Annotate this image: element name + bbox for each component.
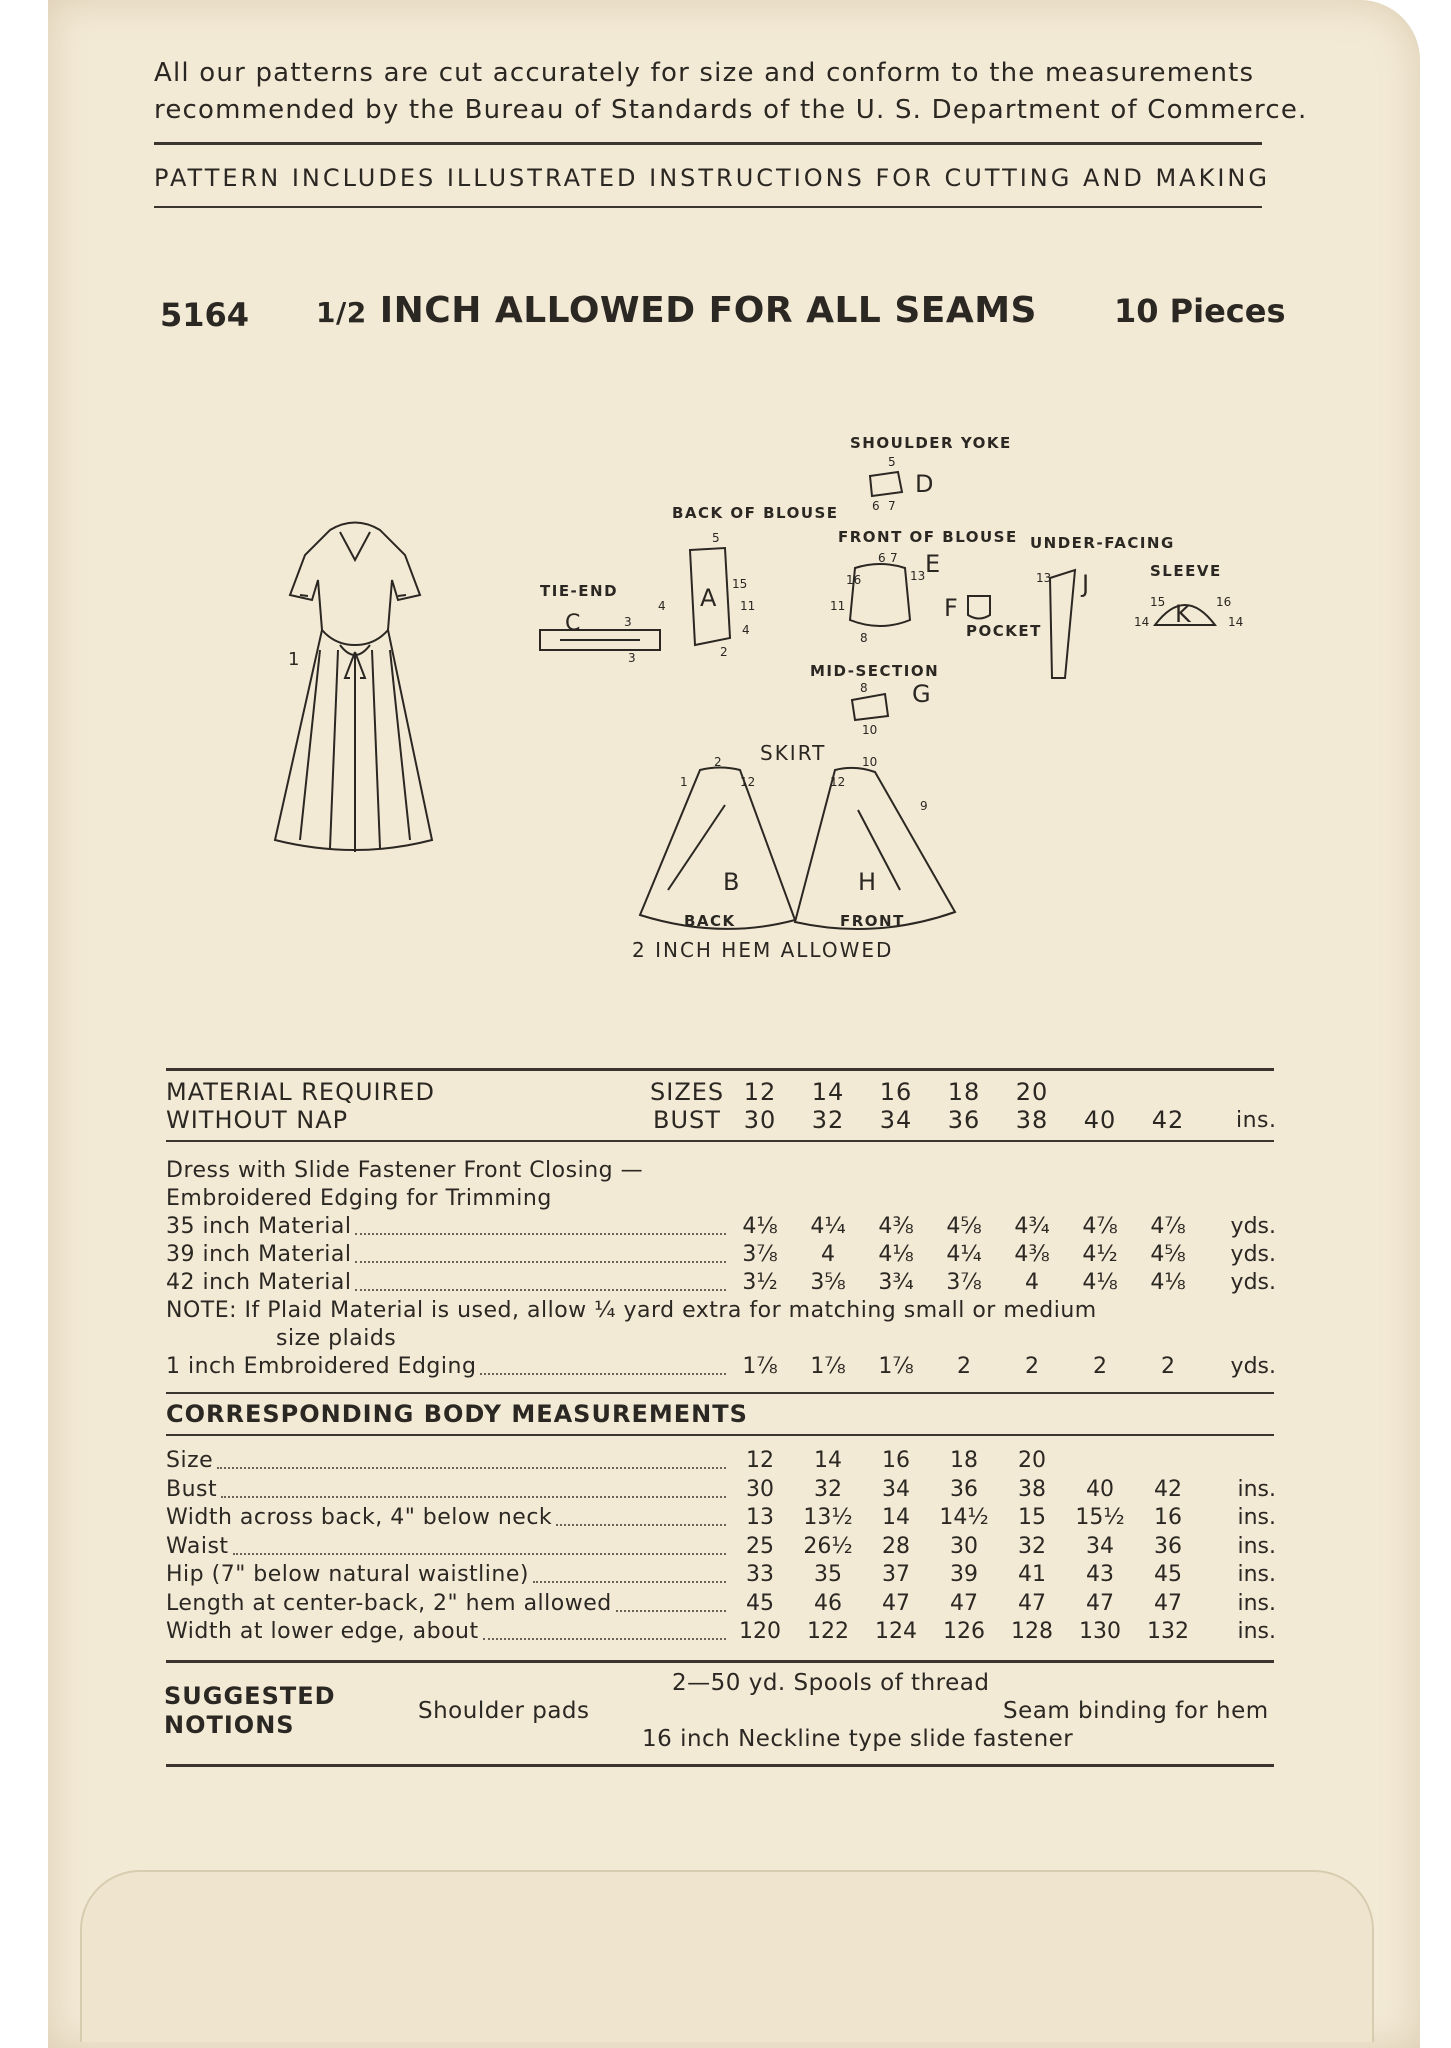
- table-cell: 132: [1147, 1619, 1189, 1644]
- row-label: 42 inch Material: [166, 1270, 352, 1295]
- table-cell: 43: [1086, 1562, 1114, 1587]
- divider: [154, 142, 1262, 145]
- table-cell: 46: [814, 1590, 842, 1616]
- figure-number: 1: [288, 649, 300, 670]
- notions-title-1: SUGGESTED: [164, 1682, 336, 1710]
- row-label: 1 inch Embroidered Edging: [166, 1354, 477, 1379]
- leader-dots: [355, 1289, 726, 1291]
- label-skirt: SKIRT: [760, 741, 827, 765]
- svg-text:2: 2: [714, 755, 722, 769]
- table-cell: 128: [1011, 1619, 1053, 1644]
- table-cell: 2: [957, 1354, 971, 1379]
- svg-text:2: 2: [720, 645, 728, 659]
- table-cell: 47: [1086, 1590, 1114, 1616]
- table-row: [166, 1354, 1276, 1382]
- svg-text:14: 14: [1134, 615, 1150, 629]
- note-line-1: NOTE: If Plaid Material is used, allow ¼ yard extra for matching small or medium: [166, 1298, 1097, 1323]
- divider: [166, 1140, 1274, 1142]
- row-label: Hip (7" below natural waistline): [166, 1562, 529, 1587]
- notion-seam-binding: Seam binding for hem: [1003, 1698, 1269, 1724]
- piece-under-facing: [1050, 570, 1075, 678]
- table-row: [166, 1505, 1276, 1533]
- table-row: [166, 1562, 1276, 1590]
- bust-heading: 36: [947, 1106, 981, 1134]
- seam-allowance-text: INCH ALLOWED FOR ALL SEAMS: [379, 290, 1037, 331]
- svg-text:7: 7: [888, 499, 896, 513]
- table-cell: 130: [1079, 1619, 1121, 1644]
- table-cell: 4⅛: [1082, 1270, 1118, 1295]
- table-cell: 37: [882, 1562, 910, 1587]
- notion-shoulder-pads: Shoulder pads: [418, 1698, 590, 1724]
- intro-line-2: recommended by the Bureau of Standards of the U. S. Department of Commerce.: [154, 95, 1308, 125]
- table-row: [166, 1591, 1276, 1619]
- table-cell: 3⅞: [742, 1242, 778, 1267]
- unit: ins.: [1237, 1476, 1276, 1502]
- svg-text:16: 16: [1216, 595, 1232, 609]
- unit: ins.: [1237, 1590, 1276, 1616]
- leader-dots: [217, 1467, 726, 1469]
- table-cell: 120: [739, 1619, 781, 1644]
- svg-text:14: 14: [1228, 615, 1244, 629]
- table-row: [166, 1242, 1276, 1270]
- svg-text:6: 6: [878, 551, 886, 565]
- table-row: [166, 1270, 1276, 1298]
- notion-fastener: 16 inch Neckline type slide fastener: [642, 1726, 1074, 1752]
- svg-text:8: 8: [860, 681, 868, 695]
- row-label: 39 inch Material: [166, 1242, 352, 1267]
- size-heading: 18: [947, 1078, 981, 1106]
- table-cell: 4⅜: [878, 1214, 914, 1239]
- table-cell: 4⅛: [742, 1214, 778, 1239]
- table-row: [166, 1534, 1276, 1562]
- pattern-layout-diagram: [0, 420, 1451, 980]
- label-sleeve: SLEEVE: [1150, 562, 1222, 580]
- bust-heading: 32: [811, 1106, 845, 1134]
- table-cell: 47: [1018, 1590, 1046, 1616]
- table-cell: 4⅞: [1150, 1214, 1186, 1239]
- unit: ins.: [1237, 1619, 1276, 1644]
- table-cell: 34: [882, 1476, 910, 1502]
- size-heading: 12: [743, 1078, 777, 1106]
- table-cell: 3⅝: [810, 1270, 846, 1295]
- leader-dots: [480, 1373, 726, 1375]
- divider: [166, 1068, 1274, 1071]
- svg-text:12: 12: [740, 775, 756, 789]
- notions-title: [164, 1682, 336, 1740]
- svg-text:16: 16: [846, 573, 862, 587]
- table-cell: 38: [1018, 1476, 1046, 1502]
- table-cell: 3½: [742, 1270, 778, 1295]
- svg-text:3: 3: [628, 651, 636, 665]
- unit: yds.: [1230, 1270, 1276, 1295]
- table-cell: 4¼: [946, 1242, 982, 1267]
- table-cell: 126: [943, 1619, 985, 1644]
- leader-dots: [483, 1638, 726, 1640]
- bust-heading: 40: [1083, 1106, 1117, 1134]
- divider: [166, 1660, 1274, 1663]
- body-title: CORRESPONDING BODY MEASUREMENTS: [166, 1400, 748, 1428]
- svg-text:5: 5: [712, 531, 720, 545]
- table-cell: 2: [1025, 1354, 1039, 1379]
- unit: ins.: [1237, 1505, 1276, 1530]
- svg-text:11: 11: [740, 599, 756, 613]
- bust-heading: 38: [1015, 1106, 1049, 1134]
- bust-heading: 42: [1151, 1106, 1185, 1134]
- svg-text:3: 3: [624, 615, 632, 629]
- piece-pocket: [968, 596, 990, 619]
- piece-skirt-back: [640, 768, 795, 929]
- material-title-1: MATERIAL REQUIRED: [166, 1078, 435, 1106]
- unit: yds.: [1230, 1214, 1276, 1239]
- unit: yds.: [1230, 1354, 1276, 1379]
- table-cell: 4⅜: [1014, 1242, 1050, 1267]
- label-front-blouse: FRONT OF BLOUSE: [838, 528, 1018, 546]
- pattern-number: 5164: [160, 296, 250, 334]
- size-heading: 16: [879, 1078, 913, 1106]
- row-label: Width at lower edge, about: [166, 1619, 479, 1644]
- leader-dots: [533, 1581, 726, 1583]
- table-cell: 3⅞: [946, 1270, 982, 1295]
- table-cell: 14: [814, 1448, 842, 1473]
- unit-ins: ins.: [1236, 1108, 1277, 1133]
- table-cell: 34: [1086, 1533, 1114, 1559]
- svg-text:4: 4: [742, 623, 750, 637]
- table-cell: 28: [882, 1533, 910, 1559]
- leader-dots: [221, 1496, 726, 1498]
- unit: ins.: [1237, 1533, 1276, 1559]
- svg-text:10: 10: [862, 723, 878, 737]
- table-cell: 36: [1154, 1533, 1182, 1559]
- table-cell: 39: [950, 1562, 978, 1587]
- table-cell: 30: [746, 1476, 774, 1502]
- material-title-2: WITHOUT NAP: [166, 1106, 349, 1134]
- divider: [166, 1764, 1274, 1767]
- intro-line-1: All our patterns are cut accurately for size and conform to the measurements: [154, 58, 1255, 88]
- table-cell: 1⅞: [810, 1354, 846, 1379]
- row-label: Bust: [166, 1476, 218, 1502]
- seam-allowance: [316, 290, 1037, 331]
- notions-title-2: NOTIONS: [164, 1711, 295, 1739]
- leader-dots: [355, 1261, 726, 1263]
- table-cell: 4½: [1082, 1242, 1118, 1267]
- note-line-2: size plaids: [276, 1326, 397, 1351]
- table-cell: 18: [950, 1448, 978, 1473]
- table-cell: 20: [1018, 1448, 1046, 1473]
- leader-dots: [355, 1233, 726, 1235]
- svg-text:5: 5: [888, 455, 896, 469]
- table-cell: 16: [882, 1448, 910, 1473]
- table-cell: 4⅞: [1082, 1214, 1118, 1239]
- label-shoulder-yoke: SHOULDER YOKE: [850, 434, 1012, 452]
- size-heading: 20: [1015, 1078, 1049, 1106]
- table-cell: 47: [950, 1590, 978, 1616]
- table-row: [166, 1448, 1276, 1476]
- svg-text:13: 13: [910, 569, 926, 583]
- table-cell: 4⅛: [1150, 1270, 1186, 1295]
- bust-heading: 30: [743, 1106, 777, 1134]
- size-heading: 14: [811, 1078, 845, 1106]
- svg-text:11: 11: [830, 599, 846, 613]
- svg-text:12: 12: [830, 775, 846, 789]
- table-cell: 42: [1154, 1476, 1182, 1502]
- table-cell: 124: [875, 1619, 917, 1644]
- seam-fraction: 1/2: [316, 296, 367, 329]
- table-cell: 4: [821, 1242, 835, 1267]
- divider: [166, 1434, 1274, 1436]
- table-cell: 4⅛: [878, 1242, 914, 1267]
- letter-j: J: [1082, 570, 1090, 598]
- table-cell: 14½: [939, 1505, 989, 1530]
- dress-figure: [275, 523, 432, 853]
- table-cell: 1⅞: [878, 1354, 914, 1379]
- table-cell: 4⅝: [946, 1214, 982, 1239]
- svg-text:1: 1: [680, 775, 688, 789]
- table-cell: 32: [814, 1476, 842, 1502]
- table-cell: 15: [1018, 1505, 1046, 1530]
- sizes-label: SIZES: [650, 1078, 725, 1106]
- table-cell: 41: [1018, 1562, 1046, 1587]
- row-label: Width across back, 4" below neck: [166, 1505, 553, 1530]
- piece-count: 10 Pieces: [1114, 292, 1286, 330]
- table-cell: 40: [1086, 1476, 1114, 1502]
- label-pocket: POCKET: [966, 622, 1042, 640]
- table-cell: 1⅞: [742, 1354, 778, 1379]
- piece-mid-section: [852, 694, 888, 720]
- instructions-line: PATTERN INCLUDES ILLUSTRATED INSTRUCTIONS FOR CUTTING AND MAKING: [154, 164, 1270, 192]
- table-cell: 35: [814, 1562, 842, 1587]
- table-cell: 36: [950, 1476, 978, 1502]
- table-cell: 3¾: [878, 1270, 914, 1295]
- piece-shoulder-yoke: [870, 472, 902, 496]
- letter-k: K: [1175, 600, 1191, 628]
- letter-b: B: [723, 868, 740, 896]
- label-skirt-back: BACK: [684, 912, 736, 930]
- svg-text:6: 6: [872, 499, 880, 513]
- svg-text:15: 15: [732, 577, 748, 591]
- table-cell: 26½: [803, 1533, 853, 1559]
- svg-text:7: 7: [890, 551, 898, 565]
- table-cell: 4¼: [810, 1214, 846, 1239]
- table-cell: 14: [882, 1505, 910, 1530]
- letter-g: G: [912, 680, 931, 708]
- label-under-facing: UNDER-FACING: [1030, 534, 1175, 552]
- bust-label: BUST: [653, 1106, 721, 1134]
- svg-text:9: 9: [920, 799, 928, 813]
- svg-text:10: 10: [862, 755, 878, 769]
- svg-text:4: 4: [658, 599, 666, 613]
- table-cell: 12: [746, 1448, 774, 1473]
- letter-c: C: [565, 611, 581, 636]
- table-cell: 47: [1154, 1590, 1182, 1616]
- row-label: Length at center-back, 2" hem allowed: [166, 1590, 612, 1616]
- row-label: 35 inch Material: [166, 1214, 352, 1239]
- svg-text:8: 8: [860, 631, 868, 645]
- table-cell: 13½: [803, 1505, 853, 1530]
- table-row: [166, 1477, 1276, 1505]
- table-cell: 30: [950, 1533, 978, 1559]
- table-cell: 2: [1093, 1354, 1107, 1379]
- letter-f: F: [944, 594, 958, 622]
- label-back-blouse: BACK OF BLOUSE: [672, 504, 839, 522]
- label-mid-section: MID-SECTION: [810, 662, 940, 680]
- table-row: [166, 1214, 1276, 1242]
- view-line-1: Dress with Slide Fastener Front Closing —: [166, 1158, 644, 1183]
- letter-h: H: [858, 868, 877, 896]
- divider: [154, 206, 1262, 208]
- row-label: Size: [166, 1448, 214, 1473]
- table-cell: 45: [746, 1590, 774, 1616]
- table-cell: 122: [807, 1619, 849, 1644]
- letter-a: A: [700, 584, 717, 612]
- table-cell: 32: [1018, 1533, 1046, 1559]
- table-cell: 13: [746, 1505, 774, 1530]
- leader-dots: [556, 1524, 726, 1526]
- svg-text:15: 15: [1150, 595, 1166, 609]
- svg-text:13: 13: [1036, 571, 1052, 585]
- label-skirt-front: FRONT: [840, 912, 905, 930]
- table-cell: 4⅝: [1150, 1242, 1186, 1267]
- table-row: [166, 1619, 1276, 1647]
- table-cell: 15½: [1075, 1505, 1125, 1530]
- notion-thread: 2—50 yd. Spools of thread: [672, 1670, 990, 1696]
- hem-note: 2 INCH HEM ALLOWED: [632, 938, 894, 962]
- table-cell: 25: [746, 1533, 774, 1559]
- row-label: Waist: [166, 1533, 229, 1559]
- table-cell: 2: [1161, 1354, 1175, 1379]
- unit: ins.: [1237, 1562, 1276, 1587]
- table-cell: 45: [1154, 1562, 1182, 1587]
- table-cell: 47: [882, 1590, 910, 1616]
- piece-skirt-front: [795, 768, 955, 929]
- label-tie-end: TIE-END: [540, 582, 619, 600]
- leader-dots: [616, 1610, 726, 1612]
- table-cell: 16: [1154, 1505, 1182, 1530]
- view-line-2: Embroidered Edging for Trimming: [166, 1186, 552, 1211]
- table-cell: 4: [1025, 1270, 1039, 1295]
- letter-e: E: [925, 550, 941, 578]
- letter-d: D: [915, 470, 934, 498]
- divider: [166, 1392, 1274, 1394]
- table-cell: 4¾: [1014, 1214, 1050, 1239]
- bust-heading: 34: [879, 1106, 913, 1134]
- table-cell: 33: [746, 1562, 774, 1587]
- leader-dots: [233, 1553, 726, 1555]
- unit: yds.: [1230, 1242, 1276, 1267]
